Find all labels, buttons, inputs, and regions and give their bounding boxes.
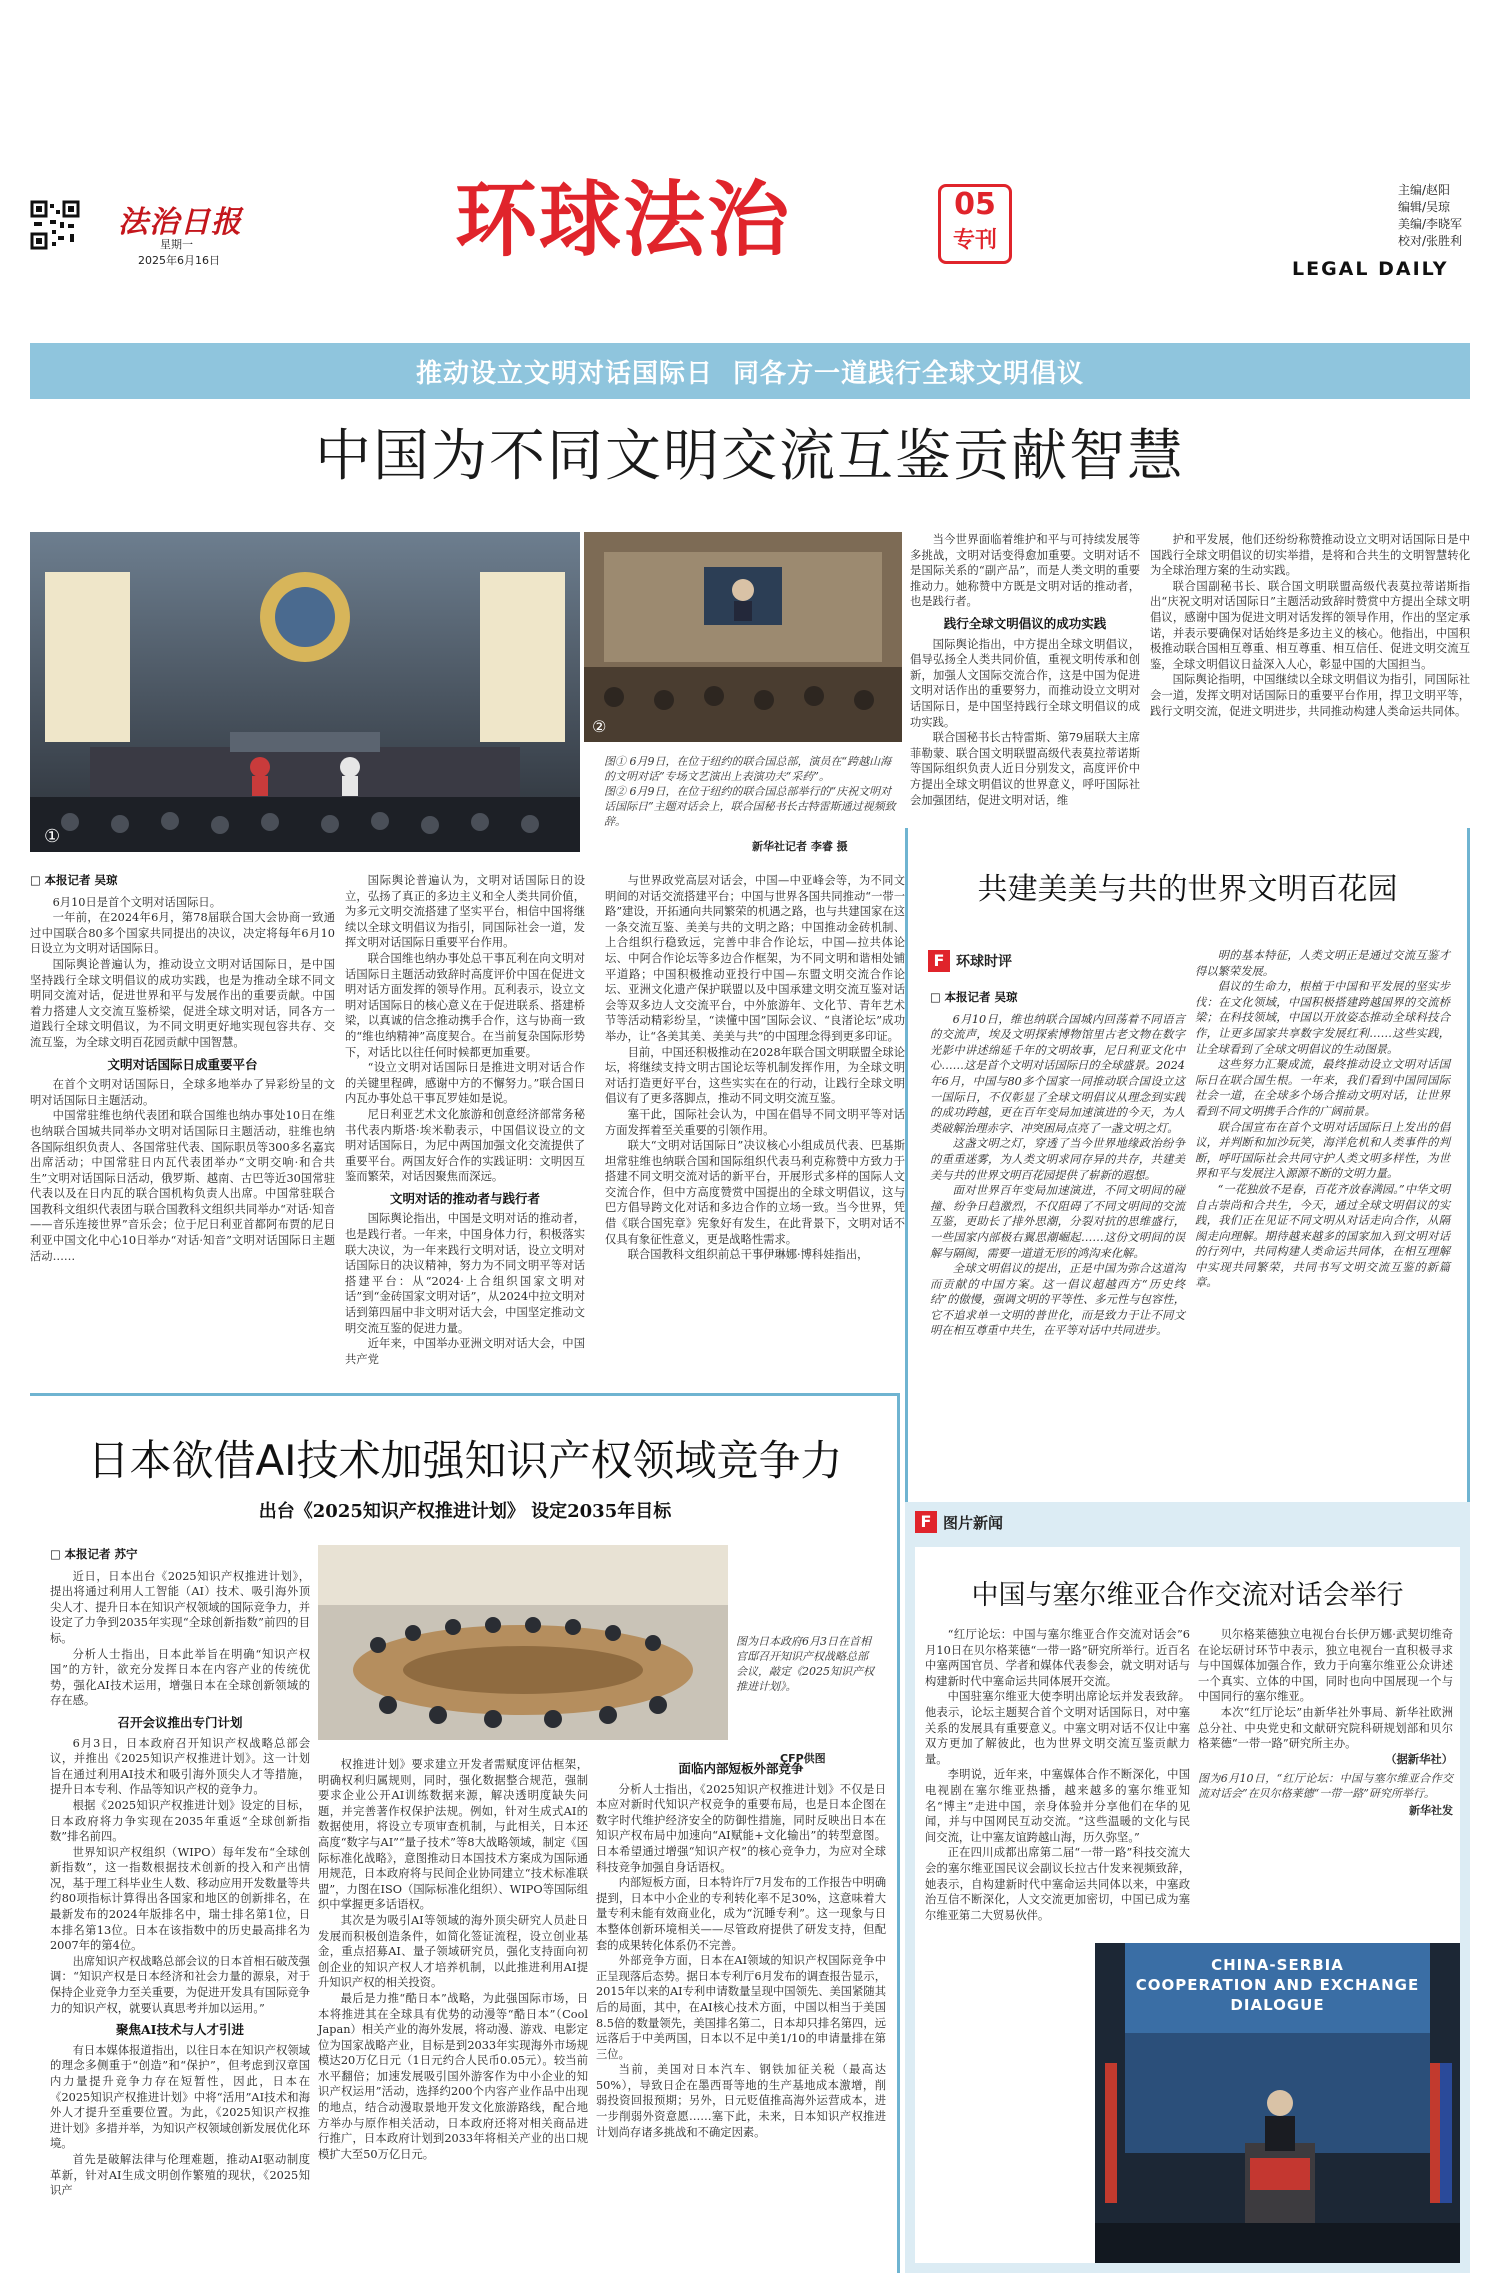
paragraph: 中国驻塞尔维亚大使李明出席论坛并发表致辞。他表示，论坛主题契合首个文明对话国际日，对中塞关系的发展具有重要意义。中塞文明对话不仅让中塞双方更加了解彼此，也为世界文明交流互鉴贡献力量。 — [925, 1690, 1190, 1766]
paragraph: 国际舆论指出，中国是文明对话的推动者，也是践行者。一年来，中国身体力行，积极落实联大决议，为一年来践行文明对话，设立文明对话国际日的决议精神，努力为不同文明平等对话搭建平台：从“2024·上合组织国家文明对话”到“金砖国家文明对话”，从2024中拉文明对话到第四届中非文明对话大会，中国坚定推动文明交流互鉴的促进力量。 — [345, 1212, 585, 1335]
banner-line: CHINA-SERBIA — [1211, 1956, 1344, 1974]
paragraph: 联合国副秘书长、联合国文明联盟高级代表莫拉蒂诺斯指出“庆祝文明对话国际日”主题活动致辞时赞赏中方提出全球文明倡议，感谢中国为促进文明对话发挥的领导作用，作出的坚定承诺，并表示要确保对话始终是多边主义的核心。他指出，中国积极推动联合国相互尊重、相互尊重、相互信任、促进文明交流互鉴，全球文明倡议日益深入人心，彰显中国的大国担当。 — [1150, 579, 1470, 671]
paragraph: 国际舆论普遍认为，推动设立文明对话国际日，是中国坚持践行全球文明倡议的成功实践，也是为推动全球不同文明同交流对话，促进世界和平与发展作出的重要贡献。中国着力搭建人文交流互鉴桥梁，促进全球文明对话，同各方一道践行全球文明倡议，为不同文明更好地实现包容共存、交流互鉴，为全球文明百花园贡献中国智慧。 — [30, 957, 335, 1049]
paragraph: 一年前，在2024年6月，第78届联合国大会协商一致通过中国联合80多个国家共同提出的决议，决定将每年6月10日设立为文明对话国际日。 — [30, 911, 335, 956]
paragraph: 倡议的生命力，根植于中国和平发展的坚实步伐：在文化领域，中国积极搭建跨越国界的交流桥梁；在科技领域，中国以开放姿态推动全球科技合作，让更多国家共享数字发展红利……这些实践，让全球看到了全球文明倡议的生动图景。 — [1195, 980, 1450, 1056]
column-tag-text: 环球时评 — [956, 954, 1012, 970]
paragraph: 正在四川成都出席第二届“一带一路”科技交流大会的塞尔维亚国民议会副议长拉古什发来视频致辞，她表示，自构建新时代中塞命运共同体以来，中塞政治互信不断深化，人文交流更加密切，中国已成为塞尔维亚第二大贸易伙伴。 — [925, 1846, 1190, 1922]
kicker-text: 推动设立文明对话国际日 同各方一道践行全球文明倡议 — [415, 358, 1085, 389]
paragraph: 联合国维也纳办事处总干事瓦利在向文明对话国际日主题活动致辞时高度评价中国在促进文明对话方面发挥的领导作用。瓦利表示，设立文明对话国际日的核心意义在于促进联系、搭建桥梁，以真诚的信念推动携手合作，这与协商一致的“维也纳精神”高度契合。在当前复杂国际形势下，对话比以往任何时候都更加重要。 — [345, 951, 585, 1059]
paragraph: 这些努力汇聚成流，最终推动设立文明对话国际日在联合国生根。一年来，我们看到中国同国际社会一道，在全球多个场合推动文明对话，让世界看到不同文明携手合作的广阔前景。 — [1195, 1058, 1450, 1118]
subhead: 文明对话的推动者与践行者 — [389, 1190, 540, 1206]
paragraph: 6月3日，日本政府召开知识产权战略总部会议，并推出《2025知识产权推进计划》。这一计划旨在通过利用AI技术和吸引海外顶尖人才等措施，提升日本专利、作品等知识产权的竞争力。 — [50, 1736, 310, 1797]
paragraph: 在首个文明对话国际日，全球多地举办了异彩纷呈的文明对话国际日主题活动。 — [30, 1078, 335, 1107]
subhead: 聚焦AI技术与人才引进 — [115, 2022, 245, 2038]
photo-news-headline: 中国与塞尔维亚合作交流对话会举行 — [971, 1580, 1404, 1611]
commentary-byline: □ 本报记者 吴琼 — [930, 990, 1185, 1006]
japan-photo-credit: CFP供图 — [780, 1752, 826, 1765]
kicker-bar — [30, 343, 1470, 399]
paragraph: “一花独放不是春，百花齐放春满园。”中华文明自古崇尚和合共生，今天，通过全球文明倡议的实践，我们正在见证不同文明从对话走向合作，从隔阂走向理解。期待越来越多的国家加入到文明对话的行列中，共同构建人类命运共同体，在相互理解中实现共同繁荣，共同书写文明交流互鉴的新篇章。 — [1195, 1182, 1450, 1290]
credit-line: 主编/赵阳 — [1398, 183, 1451, 197]
paragraph: “设立文明对话国际日是推进文明对话合作的关键里程碑，感谢中方的不懈努力。”联合国日内瓦办事处总干事瓦罗娃如是说。 — [345, 1061, 585, 1106]
paragraph: 联合国宣布在首个文明对话国际日上发出的倡议，并判断和加沙玩笑，海洋危机和人类事件的判断，呼吁国际社会共同守护人类文明多样性，为世界和平与发展注入源源不断的文明力量。 — [1195, 1120, 1450, 1181]
svg-text:①: ① — [44, 826, 61, 847]
svg-text:②: ② — [592, 717, 607, 736]
paragraph: 贝尔格莱德独立电视台台长伊万娜·武契切维奇在论坛研讨环节中表示，独立电视台一直积极寻求与中国媒体加强合作，致力于向塞尔维亚公众讲述一个真实、立体的中国，同时也向中国展现一个与中国同行的塞尔维亚。 — [1198, 1628, 1453, 1704]
paragraph: 有日本媒体报道指出，以往日本在知识产权领域的理念多侧重于“创造”和“保护”，但考虑到汉章国内力量提升竞争力存在短暂性，因此，日本在《2025知识产权推进计划》中将“活用”AI技术和海外人才提升至重要位置。为此，《2025知识产权推进计划》多措并举，为知识产权领域创新发展优化环境。 — [50, 2043, 310, 2151]
paragraph: 护和平发展，他们还纷纷称赞推动设立文明对话国际日是中国践行全球文明倡议的切实举措，是将和合共生的文明智慧转化为全球治理方案的生动实践。 — [1150, 533, 1470, 578]
editor-credits — [1398, 182, 1462, 250]
paragraph: 这盏文明之灯，穿透了当今世界地缘政治纷争的重重迷雾，为人类文明求同存异的共存，共建美美与共的世界文明百花园提供了崭新的遐想。 — [930, 1137, 1185, 1182]
paragraph: 近年来，中国举办亚洲文明对话大会，中国共产党 — [345, 1337, 585, 1366]
page-number: 05 — [954, 187, 996, 222]
lead-column-4 — [910, 532, 1140, 808]
photo-news-credit: （据新华社） — [1385, 1751, 1453, 1766]
paragraph: 联大“文明对话国际日”决议核心小组成员代表、巴基斯坦常驻维也纳联合国和国际组织代表马利克称赞中方致力于搭建不同文明交流对话的新平台，开展形式多样的国际人文交流合作，但中方高度赞赏中国提出的全球文明倡议，这与巴方倡导跨文化对话和多边合作的立场一致。当今世界，凭借《联合国宪章》宪象好有发生，在此背景下，文明对话不仅具有象征性意义，更是战略性需求。 — [605, 1139, 905, 1246]
paragraph: 当今世界面临着维护和平与可持续发展等多挑战，文明对话变得愈加重要。文明对话不是国际关系的“副产品”，而是人类文明的重要推动力。她称赞中方既是文明对话的推动者，也是践行者。 — [910, 533, 1140, 609]
paragraph: 出席知识产权战略总部会议的日本首相石破茂强调：“知识产权是日本经济和社会力量的源泉，对于保持企业竞争力至关重要，为促进开发具有国际竞争力的知识产权，就要认真思考并加以运用。” — [50, 1954, 310, 2015]
column-logo-icon: F — [928, 950, 950, 972]
paragraph: 其次是为吸引AI等领域的海外顶尖研究人员赴日发展而积极创造条件，如简化签证流程，设立创业基金，重点招募AI、量子领域研究员，强化支持面向初创企业的知识产权人才培养机制，以此推进利用AI提升知识产权的相关投资。 — [318, 1913, 588, 1990]
photo-news-caption: 图为6月10日，“红厅论坛：中国与塞尔维亚合作交流对话会”在贝尔格莱德“一带一路”研究所举行。 — [1198, 1772, 1453, 1801]
paragraph: 6月10日是首个文明对话国际日。 — [52, 895, 222, 909]
paragraph: 本次“红厅论坛”由新华社外事局、新华社欧洲总分社、中央党史和文献研究院科研规划部和贝尔格莱德“一带一路”研究所主办。 — [1198, 1705, 1453, 1751]
paragraph: 全球文明倡议的提出，正是中国为弥合这道沟而贡献的中国方案。这一倡议超越西方“历史终结”的傲慢，强调文明的平等性、多元性与包容性，它不追求单一文明的普世化，而是致力于让不同文明在相互尊重中共生，在平等对话中共同进步。 — [930, 1262, 1185, 1338]
weekday: 星期一 — [160, 238, 193, 251]
paragraph: 国际舆论普遍认为，文明对话国际日的设立，弘扬了真正的多边主义和全人类共同价值，为多元文明交流搭建了坚实平台，相信中国将继续以全球文明倡议为指引，同国际社会一道，发挥文明对话国际日重要平台作用。 — [345, 874, 585, 950]
paragraph: 世界知识产权组织（WIPO）每年发布“全球创新指数”，这一指数根据技术创新的投入和产出情况，基于理工科毕业生人数、移动应用开发数量等共约80项指标计算得出各国家和地区的创新排名，在最新发布的2024年版排名中，瑞士排名第1位，日本排名第13位。日本在该指数中的历史最高排名为2007年的第4位。 — [50, 1845, 310, 1953]
paragraph: 与世界政党高层对话会，中国—中亚峰会等，为不同文明间的对话交流搭建平台；中国与世界各国共同推动“一带一路”建设，开拓通向共同繁荣的机遇之路，也与共建国家在这一条交流互鉴、美美与共的文明之路；中国推动金砖机制、上合组织行稳致远，完善中非合作论坛，中国—拉共体论坛、中阿合作论坛等多边合作框架，为不同文明和谐相处铺平道路；中国积极推动亚投行中国—东盟文明交流合作论坛、亚洲文化遗产保护联盟以及中国承建文明交流互鉴对话会等双多边人文交流平台，中外旅游年、文化节、青年艺术节等活动精彩纷呈，“读懂中国”国际会议、“良渚论坛”成功举办，让“各美其美、美美与共”的中国理念得到更多印证。 — [605, 874, 905, 1043]
page-tag: 专刊 — [952, 227, 997, 253]
photo-news-logo-icon: F — [915, 1511, 937, 1533]
subhead: 面临内部短板外部竞争 — [678, 1761, 804, 1776]
credit-line: 编辑/吴琼 — [1398, 200, 1451, 214]
japan-subhead: 出台《2025知识产权推进计划》 设定2035年目标 — [258, 1501, 672, 1522]
credit-line: 美编/李晓军 — [1398, 217, 1463, 231]
lead-column-3 — [605, 873, 905, 1263]
japan-column-3 — [596, 1755, 886, 2140]
commentary-tag — [928, 950, 1012, 972]
photo-news-column-1 — [925, 1627, 1190, 1923]
page-number-box — [938, 184, 1012, 264]
subhead: 召开会议推出专门计划 — [117, 1714, 243, 1730]
photo-news-tag — [915, 1511, 1003, 1533]
caption-2: 图② 6月9日，在位于纽约的联合国总部举行的“庆祝文明对话国际日”主题对话会上，联合国秘书长古特雷斯通过视频致辞。 — [604, 785, 896, 828]
paragraph: 面对世界百年变局加速演进，不同文明间的碰撞、纷争日趋激烈，不仅阻碍了不同文明间的交流互鉴，更助长了排外思潮，分裂对抗的思维盛行，一些国家内部极右翼思潮崛起……这份文明间的误解与隔阂，需要一道道无形的鸿沟来化解。 — [930, 1184, 1185, 1260]
japan-byline: □ 本报记者 苏宁 — [50, 1547, 310, 1563]
paragraph: 国际舆论指明，中国继续以全球文明倡议为指引，同国际社会一道，发挥文明对话国际日的重要平台作用，捍卫文明平等，践行文明交流，促进文明进步，共同推动构建人类命运共同体。 — [1150, 673, 1470, 718]
paragraph: 最后是力推“酷日本”战略，为此强国际市场，日本将推进其在全球具有优势的动漫等“酷日本”（Cool Japan）相关产业的海外发展，将动漫、游戏、电影定位为国家战略产业，目标是到2033年实现海外市场规模达20万亿日元（1日元约合人民币0.05元）。较当前水平翻倍；加速发展吸引国外游客作为中小企业的知识产权运用”活动，选择约200个内容产业作品中出现的地点，结合动漫取景地开发文化旅游路线，配合地方举办与原作相关活动，日本政府还将对相关商品进行推广，日本政府计划到2033年将相关产业的出口规模扩大至50万亿日元。 — [318, 1991, 588, 2161]
paragraph: 尼日利亚艺术文化旅游和创意经济部常务秘书代表内斯塔·埃米勒表示，中国倡议设立的文明对话国际日，为尼中两国加强文化交流提供了重要平台。两国友好合作的实践证明：文明因互鉴而繁荣，对话因聚焦而深远。 — [345, 1107, 585, 1184]
banner-line: COOPERATION AND EXCHANGE — [1135, 1976, 1420, 1994]
paragraph: 目前，中国还积极推动在2028年联合国文明联盟全球论坛，将继续支持文明古国论坛等机制发挥作用，为全球文明对话打造更好平台，这些实实在在的行动，让践行全球文明倡议有了更多落脚点，推动不同文明交流互鉴。 — [605, 1045, 905, 1106]
photo-news-tag-text: 图片新闻 — [943, 1513, 1004, 1532]
paragraph: 李明说，近年来，中塞媒体合作不断深化，中国电视剧在塞尔维亚热播，越来越多的塞尔维亚知名“博主”走进中国，亲身体验并分享他们在华的见闻，并与中国网民互动交流。“这些温暖的文化与民间交流，让中塞友谊跨越山海，历久弥坚。” — [925, 1768, 1190, 1844]
paragraph: 根据《2025知识产权推进计划》设定的目标，日本政府将力争实现在2035年重返“全球创新指数”排名前四。 — [50, 1798, 310, 1844]
japan-headline: 日本欲借AI技术加强知识产权领域竞争力 — [87, 1436, 843, 1485]
credit-line: 校对/张胜利 — [1398, 234, 1463, 248]
legal-daily-wordmark: LEGAL DAILY — [1292, 258, 1449, 280]
paragraph: 分析人士指出，《2025知识产权推进计划》不仅是日本应对新时代知识产权竞争的重要布局，也是日本企图在数字时代维护经济安全的防御性措施，同时反映出日本在知识产权布局中加速向“AI赋能+文化输出”的转型意图。日本希望通过增强“知识产权”的核心竞争力，为应对全球科技竞争加强自身话语权。 — [596, 1782, 886, 1874]
photo-un-dialogue-meeting — [584, 532, 902, 742]
issue-date: 2025年6月16日 — [138, 254, 220, 267]
photo-china-serbia-dialogue — [1095, 1943, 1460, 2263]
commentary-column-2 — [1195, 948, 1450, 1291]
subhead: 文明对话国际日成重要平台 — [107, 1056, 258, 1072]
paragraph: 塞干此，国际社会认为，中国在倡导不同文明平等对话方面发挥着至关重要的引领作用。 — [605, 1107, 905, 1137]
lead-column-2 — [345, 873, 585, 1367]
lead-photo-caption — [604, 754, 902, 829]
photo-banner-text — [1125, 1955, 1430, 2015]
lead-byline: □ 本报记者 吴琼 — [30, 873, 335, 889]
commentary-headline: 共建美美与共的世界文明百花园 — [977, 872, 1398, 907]
lead-photo-credit: 新华社记者 李睿 摄 — [752, 840, 848, 853]
lead-column-1 — [30, 873, 335, 1264]
commentary-column-1 — [930, 990, 1185, 1339]
caption-1: 图① 6月9日，在位于纽约的联合国总部，演员在“跨越山海的文明对话”专场文艺演出上表演功夫“采药”。 — [604, 755, 892, 783]
paragraph: 中国常驻维也纳代表团和联合国维也纳办事处10日在维也纳联合国城共同举办文明对话国际日主题活动，驻维也纳各国际组织负责人、各国常驻代表、国际职员等300多名嘉宾出席活动；中国常驻日内瓦代表团举办“文明交响·和合共生”文明对话国际日活动，俄罗斯、越南、古巴等近30国常驻代表以及在日内瓦的联合国机构负责人出席。中国常驻联合国教科文组织代表团与联合国教科文组织共同举办“对话·知音——音乐连接世界”音乐会；位于尼日利亚首都阿布贾的尼日利亚中国文化中心10日举办“对话·知音”文明对话国际日主题活动…… — [30, 1109, 335, 1263]
paragraph: 外部竞争方面，日本在AI领域的知识产权国际竞争中正呈现落后态势。据日本专利厅6月发布的调查报告显示，2015年以来的AI专利申请数量呈现中国领先、美国紧随其后的局面，其中，在AI核心技术方面，中国以相当于美国8.5倍的数量领先，美国排名第二，日本却只排名第四，远远落后于中美两国，日本以不足中美1/10的申请量排在第三位。 — [596, 1954, 886, 2061]
japan-column-1 — [50, 1547, 310, 2199]
paper-logo: 法治日报 — [118, 205, 242, 240]
section-title: 环球法治 — [455, 172, 792, 268]
japan-column-2 — [318, 1757, 588, 2162]
photo-japan-ip-meeting — [318, 1545, 728, 1740]
paragraph: 权推进计划》要求建立开发者需赋度评估框架，明确权利归属规则，同时，强化数据整合规范，强制要求企业公开AI训练数据来源，解决透明度缺失问题，并完善著作权保护法规。例如，针对生成式AI的数据使用，将设立专项审查机制，与此相关，日本还高度“数字与AI”“量子技术”等8大战略领域，制定《国际标准化战略》，意图推动日本国技术方案成为国际通用规范，日本政府将与民间企业协同建立“技术标准联盟”，力图在ISO（国际标准化组织）、WIPO等国际组织中掌握更多话语权。 — [318, 1758, 588, 1912]
subhead: 践行全球文明倡议的成功实践 — [943, 615, 1107, 631]
paragraph: 国际舆论指出，中方提出全球文明倡议，倡导弘扬全人类共同价值，重视文明传承和创新，加强人文国际交流合作，这是中国为促进文明对话作出的重要努力，而推动设立文明对话国际日，是中国坚持践行全球文明倡议的成功实践。 — [910, 637, 1140, 729]
banner-line: DIALOGUE — [1230, 1996, 1325, 2014]
qr-code — [30, 200, 80, 250]
paragraph: 6月10日，维也纳联合国城内回荡着不同语言的交流声，埃及文明探索博物馆里古老文物在数字光影中讲述绵延千年的文明故事，尼日利亚文化中心……这是首个文明对话国际日的全球盛景。2024年6月，中国与80多个国家一同推动联合国设立这一国际日，不仅彰显了全球文明倡议从理念到实践的成功跨越，更在百年变局加速演进的今天，为人类破解治理赤字、冲突困局点亮了一盏文明之灯。 — [930, 1012, 1185, 1135]
paragraph: 首先是破解法律与伦理难题，推动AI驱动制度革新，针对AI生成文明创作繁殖的现状，《2025知识产 — [50, 2152, 310, 2198]
paragraph: “红厅论坛：中国与塞尔维亚合作交流对话会”6月10日在贝尔格莱德“一带一路”研究所举行。近百名中塞两国官员、学者和媒体代表参会，就文明对话与构建新时代中塞命运共同体展开交流。 — [925, 1628, 1190, 1688]
japan-photo-caption: 图为日本政府6月3日在首相官邸召开知识产权战略总部会议，敲定《2025知识产权推进计划》。 — [736, 1635, 874, 1693]
photo-un-stage-performance — [30, 532, 580, 852]
paragraph: 联合国秘书长古特雷斯、第79届联大主席菲勒蒙、联合国文明联盟高级代表莫拉蒂诺斯等国际组织负责人近日分别发文，高度评价中方提出全球文明倡议的世界意义，呼吁国际社会加强团结，促进文明对话，维 — [910, 731, 1140, 807]
paragraph: 联合国教科文组织前总干事伊琳娜·博科娃指出， — [627, 1248, 869, 1262]
paragraph: 近日，日本出台《2025知识产权推进计划》，提出将通过利用人工智能（AI）技术、吸引海外顶尖人才、提升日本在知识产权领域的国际竞争力，并设定了力争到2035年实现“全球创新指数”前四的目标。 — [50, 1569, 310, 1645]
paragraph: 当前，美国对日本汽车、钢铁加征关税（最高达50%），导致日企在墨西哥等地的生产基地成本激增，削弱投资回报预期；另外，日元贬值推高海外运营成本，进一步削弱外资意愿……塞下此，未来，日本知识产权推进计划尚存诸多挑战和不确定因素。 — [596, 2063, 886, 2139]
photo-news-column-2 — [1198, 1627, 1453, 1819]
paragraph: 内部短板方面，日本特许厅7月发布的工作报告中明确提到，日本中小企业的专利转化率不足30%，这意味着大量专利未能有效商业化，成为“沉睡专利”。这一现象与日本整体创新环境相关——尽管政府提供了研发支持，但配套的成果转化体系仍不完善。 — [596, 1876, 886, 1952]
lead-headline: 中国为不同文明交流互鉴贡献智慧 — [315, 424, 1185, 489]
paragraph: 明的基本特征，人类文明正是通过交流互鉴才得以繁荣发展。 — [1195, 949, 1450, 978]
lead-column-5 — [1150, 532, 1470, 719]
paragraph: 分析人士指出，日本此举旨在明确“知识产权国”的方针，欲充分发挥日本在内容产业的传统优势，强化AI技术运用，增强日本在全球创新领域的存在感。 — [50, 1647, 310, 1708]
photo-news-photo-credit: 新华社发 — [1409, 1804, 1453, 1818]
